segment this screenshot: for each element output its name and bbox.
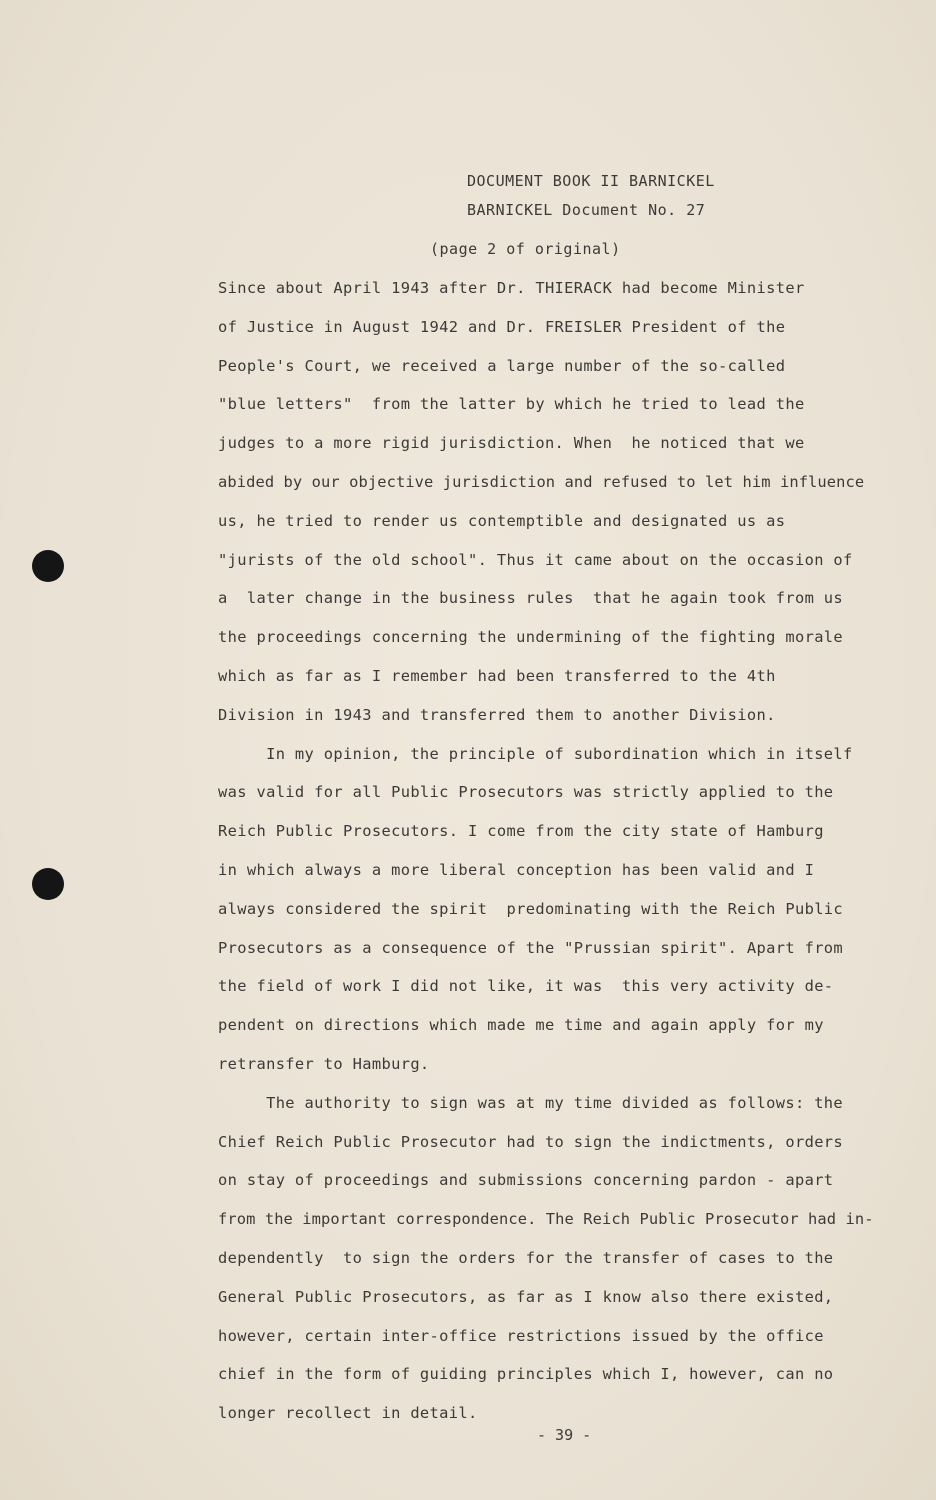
text-line: from the important correspondence. The Reich Public Prosecutor had in- [218, 1210, 874, 1229]
text-line: the field of work I did not like, it was this very activity de- [218, 977, 834, 996]
text-line: The authority to sign was at my time divided as follows: the [218, 1093, 844, 1112]
page-of-original: (page 2 of original) [430, 240, 621, 258]
text-line: "blue letters" from the latter by which he tried to lead the [218, 395, 805, 414]
body-text [218, 276, 908, 1440]
text-line: Chief Reich Public Prosecutor had to sign the indictments, orders [218, 1132, 844, 1151]
text-line: abided by our objective jurisdiction and refused to let him influence [218, 472, 865, 491]
punch-hole-bottom [32, 868, 64, 900]
text-line: always considered the spirit predominating with the Reich Public [218, 899, 844, 918]
text-line: longer recollect in detail. [218, 1404, 478, 1423]
text-line: a later change in the business rules that he again took from us [218, 589, 844, 608]
text-line: "jurists of the old school". Thus it came about on the occasion of [218, 550, 853, 569]
text-line: Since about April 1943 after Dr. THIERACK had become Minister [218, 279, 805, 297]
text-line: People's Court, we received a large number of the so-called [218, 356, 786, 375]
text-line: which as far as I remember had been transferred to the 4th [218, 666, 776, 685]
text-line: General Public Prosecutors, as far as I know also there existed, [218, 1287, 834, 1306]
text-line: chief in the form of guiding principles which I, however, can no [218, 1365, 834, 1384]
text-line: was valid for all Public Prosecutors was strictly applied to the [218, 783, 834, 802]
text-line: dependently to sign the orders for the transfer of cases to the [218, 1248, 834, 1267]
text-line: us, he tried to render us contemptible and designated us as [218, 511, 786, 530]
text-line: the proceedings concerning the undermining of the fighting morale [218, 628, 844, 647]
text-line: however, certain inter-office restrictions issued by the office [218, 1326, 824, 1345]
text-line: on stay of proceedings and submissions concerning pardon - apart [218, 1171, 834, 1190]
text-line: Prosecutors as a consequence of the "Prussian spirit". Apart from [218, 938, 844, 957]
text-line: In my opinion, the principle of subordination which in itself [218, 744, 853, 763]
text-line: retransfer to Hamburg. [218, 1054, 430, 1073]
document-book-title: DOCUMENT BOOK II BARNICKEL [467, 172, 715, 190]
punch-hole-top [32, 550, 64, 582]
text-line: Reich Public Prosecutors. I come from the city state of Hamburg [218, 822, 824, 841]
document-number: BARNICKEL Document No. 27 [467, 201, 706, 219]
text-line: pendent on directions which made me time and again apply for my [218, 1016, 824, 1035]
text-line: in which always a more liberal conception has been valid and I [218, 860, 815, 879]
text-line: of Justice in August 1942 and Dr. FREISLER President of the [218, 317, 786, 336]
text-line: judges to a more rigid jurisdiction. When he noticed that we [218, 434, 805, 453]
text-line: Division in 1943 and transferred them to another Division. [218, 705, 776, 724]
page-number: - 39 - [537, 1426, 592, 1444]
